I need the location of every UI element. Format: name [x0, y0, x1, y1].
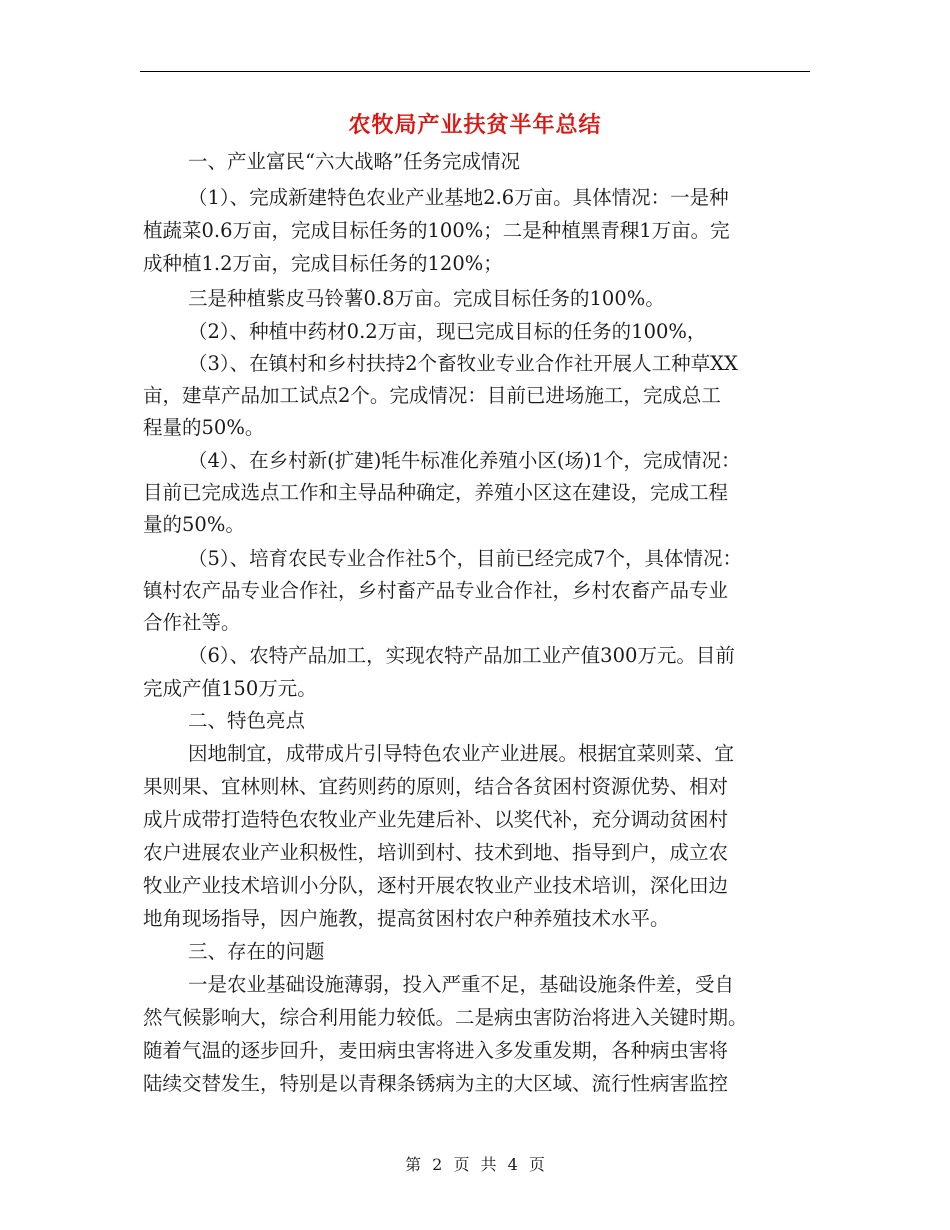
paragraph-line: （5）、培育农民专业合作社5个，目前已经完成7个，具体情况：: [188, 547, 742, 570]
paragraph-line: 完成产值150万元。: [143, 677, 317, 700]
paragraph-line: 随着气温的逐步回升，麦田病虫害将进入多发重发期，各种病虫害将: [143, 1039, 729, 1062]
paragraph-line: 然气候影响大，综合利用能力较低。二是病虫害防治将进入关键时期。: [143, 1006, 748, 1029]
paragraph-line: （6）、农特产品加工，实现农特产品加工业产值300万元。目前: [188, 644, 735, 667]
paragraph-line: 亩，建草产品加工试点2个。完成情况：目前已进场施工，完成总工: [143, 384, 721, 407]
paragraph-line: （1）、完成新建特色农业产业基地2.6万亩。具体情况：一是种: [188, 186, 729, 209]
paragraph-line: 果则果、宜林则林、宜药则药的原则，结合各贫困村资源优势、相对: [143, 775, 729, 798]
paragraph-line: 目前已完成选点工作和主导品种确定，养殖小区这在建设，完成工程: [143, 481, 729, 504]
paragraph-line: 植蔬菜0.6万亩，完成目标任务的100%；二是种植黑青稞1万亩。完: [143, 219, 730, 242]
section-heading: 一、产业富民“六大战略”任务完成情况: [188, 150, 520, 173]
paragraph-line: 成种植1.2万亩，完成目标任务的120%；: [143, 252, 503, 275]
section-heading: 三、存在的问题: [188, 940, 325, 963]
paragraph-line: 因地制宜，成带成片引导特色农业产业进展。根据宜菜则菜、宜: [188, 742, 735, 765]
paragraph-line: 镇村农产品专业合作社，乡村畜产品专业合作社，乡村农畜产品专业: [143, 579, 729, 602]
paragraph-line: 陆续交替发生，特别是以青稞条锈病为主的大区域、流行性病害监控: [143, 1072, 729, 1095]
header-rule: [140, 71, 810, 72]
paragraph-line: 农户进展农业产业积极性，培训到村、技术到地、指导到户，成立农: [143, 841, 729, 864]
paragraph-line: 程量的50%。: [143, 416, 265, 439]
paragraph-line: 一是农业基础设施薄弱，投入严重不足，基础设施条件差，受自: [188, 973, 735, 996]
paragraph-line: 量的50%。: [143, 513, 245, 536]
paragraph-line: 合作社等。: [143, 611, 241, 634]
paragraph-line: （3）、在镇村和乡村扶持2个畜牧业专业合作社开展人工种草XX: [188, 352, 738, 375]
page-number: 第 2 页 共 4 页: [405, 1155, 545, 1174]
paragraph-line: 牧业产业技术培训小分队，逐村开展农牧业产业技术培训，深化田边: [143, 874, 729, 897]
paragraph-line: 成片成带打造特色农牧业产业先建后补、以奖代补，充分调动贫困村: [143, 808, 729, 831]
section-heading: 二、特色亮点: [188, 709, 306, 732]
paragraph-line: （2）、种植中药材0.2万亩，现已完成目标的任务的100%，: [188, 320, 707, 343]
paragraph-line: （4）、在乡村新(扩建)牦牛标准化养殖小区(场)1个，完成情况：: [188, 449, 741, 472]
paragraph-line: 地角现场指导，因户施教，提高贫困村农户种养殖技术水平。: [143, 907, 670, 930]
document-title: 农牧局产业扶贫半年总结: [348, 112, 602, 138]
paragraph-line: 三是种植紫皮马铃薯0.8万亩。完成目标任务的100%。: [188, 287, 665, 310]
